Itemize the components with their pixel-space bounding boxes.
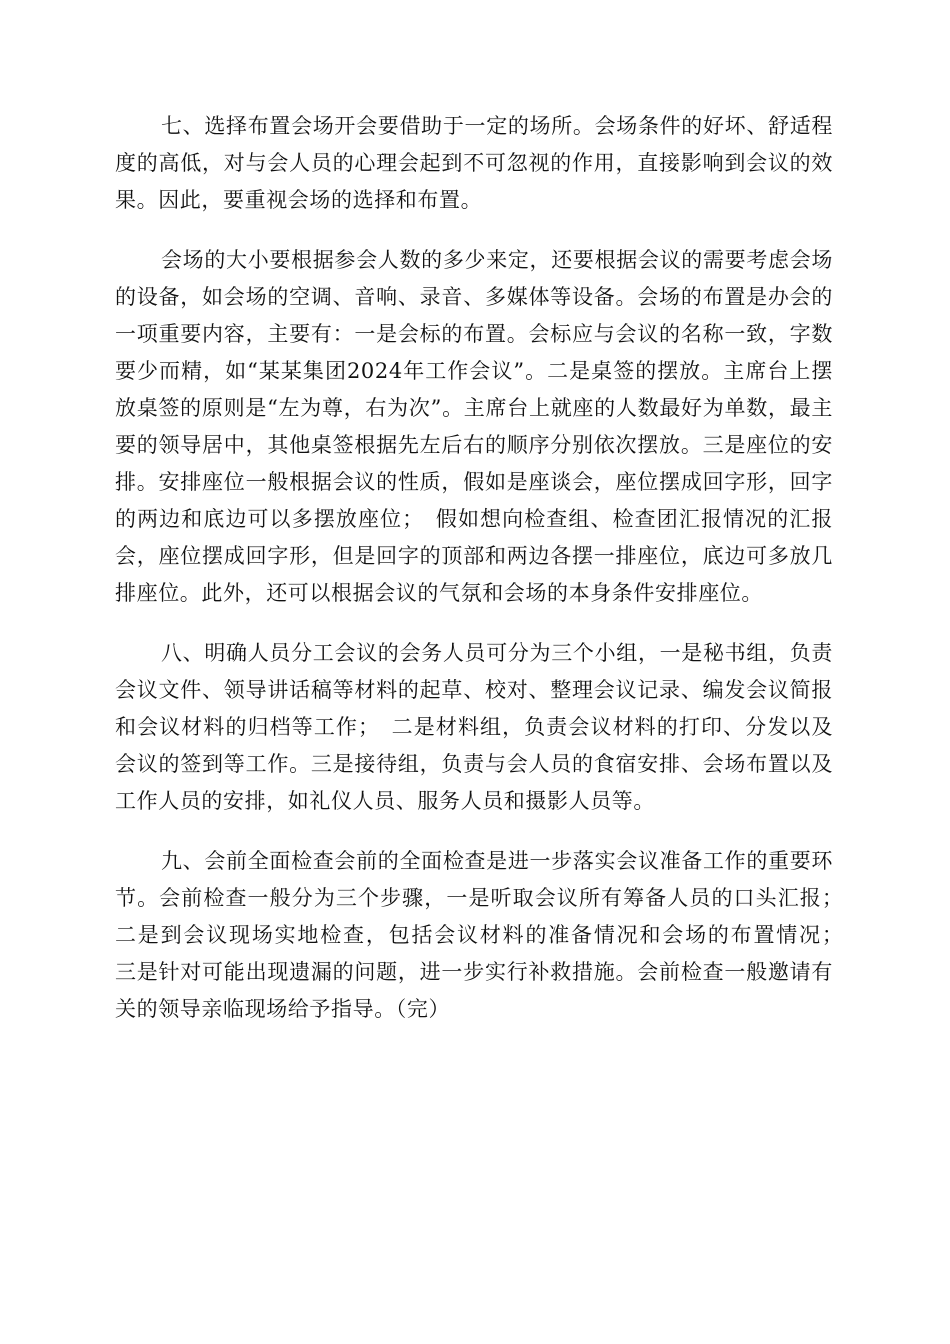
paragraph-venue-layout: 会场的大小要根据参会人数的多少来定，还要根据会议的需要考虑会场的设备，如会场的空调、音响、录音、多媒体等设备。会场的布置是办会的一项重要内容，主要有：一是会标的布置。会标应与会议的名称一致，字数要少而精，如“某某集团2024年工作会议”。二是桌签的摆放。主席台上摆放桌签的原则是“左为尊，右为次”。主席台上就座的人数最好为单数，最主要的领导居中，其他桌签根据先左后右的顺序分别依次摆放。三是座位的安排。安排座位一般根据会议的性质，假如是座谈会，座位摆成回字形，回字的两边和底边可以多摆放座位； 假如想向检查组、检查团汇报情况的汇报会，座位摆成回字形，但是回字的顶部和两边各摆一排座位，底边可多放几排座位。此外，还可以根据会议的气氛和会场的本身条件安排座位。 (115, 248, 833, 605)
paragraph-section-8: 八、明确人员分工会议的会务人员可分为三个小组，一是秘书组，负责会议文件、领导讲话稿等材料的起草、校对、整理会议记录、编发会议简报和会议材料的归档等工作； 二是材料组，负责会议材料的打印、分发以及会议的签到等工作。三是接待组，负责与会人员的食宿安排、会场布置以及工作人员的安排，如礼仪人员、服务人员和摄影人员等。 (115, 641, 833, 813)
document-body (115, 108, 855, 1051)
paragraph-section-7: 七、选择布置会场开会要借助于一定的场所。会场条件的好坏、舒适程度的高低，对与会人员的心理会起到不可忽视的作用，直接影响到会议的效果。因此，要重视会场的选择和布置。 (115, 114, 833, 212)
paragraph-section-9: 九、会前全面检查会前的全面检查是进一步落实会议准备工作的重要环节。会前检查一般分为三个步骤，一是听取会议所有筹备人员的口头汇报； 二是到会议现场实地检查，包括会议材料的准备情况和会场的布置情况； 三是针对可能出现遗漏的问题，进一步实行补救措施。会前检查一般邀请有关的领导亲临现场给予指导。（完） (115, 849, 855, 1021)
